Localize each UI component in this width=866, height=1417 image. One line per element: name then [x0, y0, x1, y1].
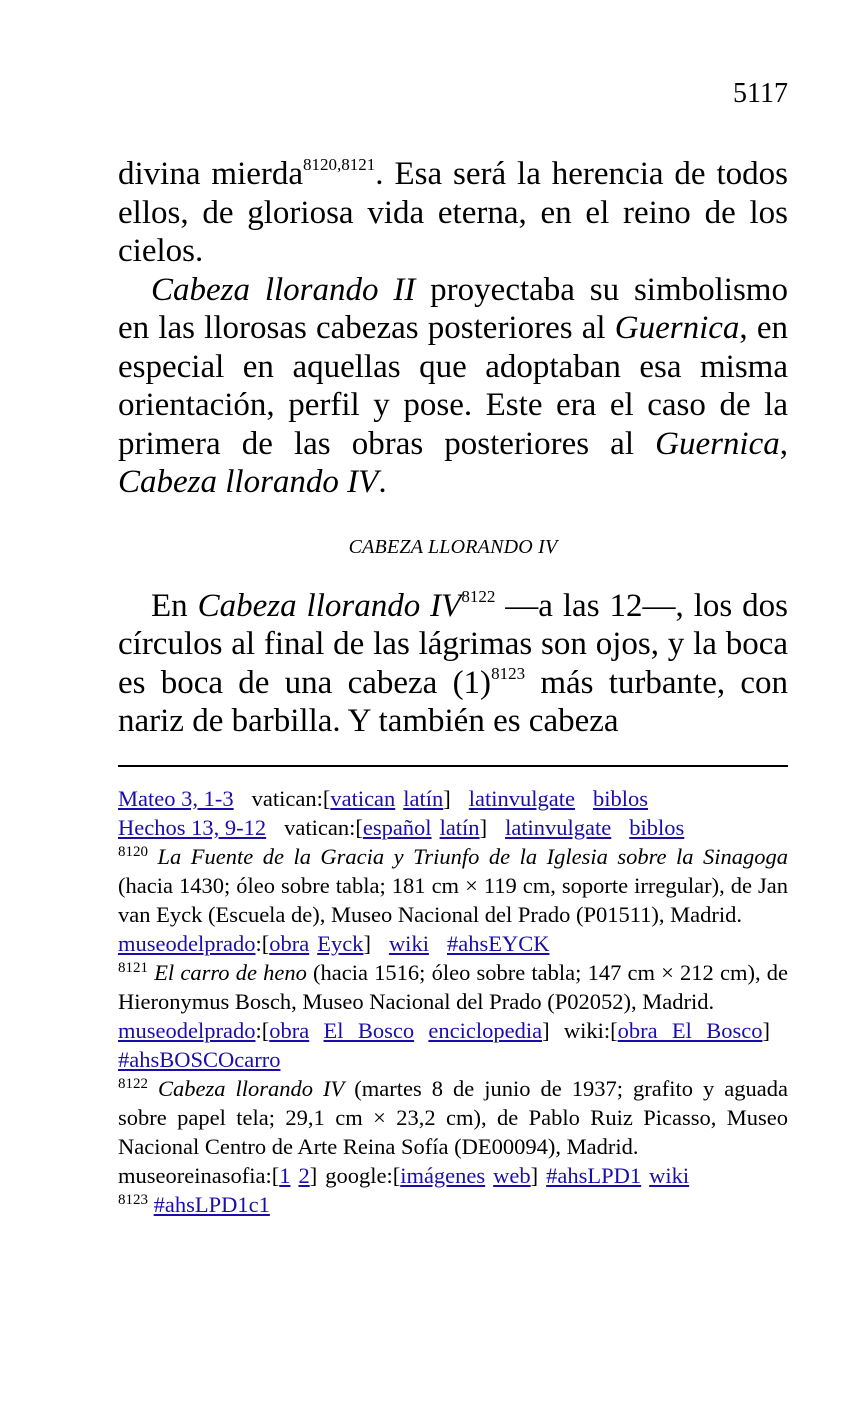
- link-web[interactable]: web: [493, 1163, 531, 1188]
- refs-hechos: Hechos 13, 9-12 vatican:[español latín] latinvulgate biblos: [118, 815, 685, 840]
- footnote-ref-8123[interactable]: 8123: [491, 663, 526, 683]
- paragraph-3: En Cabeza llorando $IV^{8122}$ —a las 12—, los dos círculos al final de las lágrimas son ojos, y la boca es boca de una cabeza $(1)^{8123}$ más turbante, con nariz de barbilla. Y también es cabeza: [118, 586, 788, 739]
- link-museodelprado[interactable]: museodelprado: [118, 931, 256, 956]
- footnotes: [118, 784, 788, 1219]
- link-vatican[interactable]: vatican: [330, 786, 396, 811]
- footnote-number: 8123: [118, 1192, 148, 1208]
- paragraph-2: Cabeza llorando II proyectaba su simbolismo en las llorosas cabezas posteriores al Guernica, en especial en aquellas que adoptaban esa misma orientación, perfil y pose. Este era el caso de la primera de las obras posteriores al Guernica, Cabeza llorando IV.: [118, 271, 788, 500]
- link-obra-el-bosco[interactable]: obra El Bosco: [617, 1018, 763, 1043]
- footnote-separator: [118, 765, 788, 767]
- link-espanol[interactable]: español: [362, 815, 432, 840]
- footnote-ref-8120-8121[interactable]: 8120,8121: [303, 155, 376, 174]
- link-museodelprado[interactable]: museodelprado: [118, 1018, 256, 1043]
- link-el-bosco[interactable]: El Bosco: [323, 1018, 415, 1043]
- footnote-number: 8120: [118, 844, 148, 860]
- footnote-ref-8122[interactable]: 8122: [461, 586, 496, 606]
- main-text: [118, 155, 788, 741]
- footnote-8122: $^{8122}$ Cabeza llorando IV (martes 8 de junio de 1937; grafito y aguada sobre papel tela; 29,1 cm × 23,2 cm), de Pablo Ruiz Picasso, Museo Nacional Centro de Arte Reina Sofía (DE00094), Madrid.: [118, 1076, 788, 1159]
- link-biblos[interactable]: biblos: [593, 786, 649, 811]
- link-mateo[interactable]: Mateo 3, 1-3: [118, 786, 234, 811]
- link-obra[interactable]: obra: [269, 931, 310, 956]
- link-ahslpd1c1[interactable]: #ahsLPD1c1: [153, 1192, 270, 1217]
- link-2[interactable]: 2: [298, 1163, 310, 1188]
- section-heading: CABEZA LLORANDO IV: [348, 535, 558, 558]
- footnote-8120-links: museodelprado:[obra Eyck] wiki #ahsEYCK: [118, 931, 550, 956]
- link-wiki[interactable]: wiki: [388, 931, 429, 956]
- link-latin[interactable]: latín: [439, 815, 480, 840]
- link-ahseyck[interactable]: #ahsEYCK: [446, 931, 550, 956]
- link-imagenes[interactable]: imágenes: [400, 1163, 486, 1188]
- link-wiki[interactable]: wiki: [649, 1163, 690, 1188]
- footnote-8121-links: museodelprado:[obra El Bosco enciclopedia] wiki:[obra El Bosco]#ahsBOSCOcarro: [118, 1018, 770, 1072]
- link-obra[interactable]: obra: [269, 1018, 310, 1043]
- footnote-8120: $^{8120}$ La Fuente de la Gracia y Triunfo de la Iglesia sobre la Sinagoga (hacia 1430; óleo sobre tabla; 181 cm × 119 cm, soporte irregular), de Jan van Eyck (Escuela de), Museo Nacional del Prado (P01511), Madrid.: [118, 844, 789, 927]
- link-enciclopedia[interactable]: enciclopedia: [428, 1018, 543, 1043]
- link-hechos[interactable]: Hechos 13, 9-12: [118, 815, 267, 840]
- footnote-number: 8122: [118, 1076, 148, 1092]
- link-latinvulgate[interactable]: latinvulgate: [505, 815, 612, 840]
- footnote-8122-links: museoreinasofia:[1 2] google:[imágenes web] #ahsLPD1 wiki: [118, 1163, 690, 1188]
- footnote-8121: $^{8121}$ El carro de heno (hacia 1516; óleo sobre tabla; 147 cm × 212 cm), de Hieronymus Bosch, Museo Nacional del Prado (P02052), Madrid.: [118, 960, 788, 1014]
- link-1[interactable]: 1: [279, 1163, 291, 1188]
- footnote-8123: [118, 1190, 788, 1219]
- link-latinvulgate[interactable]: latinvulgate: [468, 786, 576, 811]
- page-number: 5117: [733, 78, 788, 109]
- link-biblos[interactable]: biblos: [629, 815, 685, 840]
- link-ahsboscocarro[interactable]: #ahsBOSCOcarro: [118, 1047, 281, 1072]
- link-ahslpd1[interactable]: #ahsLPD1: [546, 1163, 642, 1188]
- link-eyck[interactable]: Eyck: [317, 931, 364, 956]
- link-latin[interactable]: latín: [403, 786, 444, 811]
- paragraph-1: divina mierda$^{8120,8121}$. Esa será la herencia de todos ellos, de gloriosa vida eterna, en el reino de los cielos.: [118, 155, 789, 269]
- refs-mateo: Mateo 3, 1-3 vatican:[vatican latín] latinvulgate biblos: [118, 786, 649, 811]
- footnote-number: 8121: [118, 960, 148, 976]
